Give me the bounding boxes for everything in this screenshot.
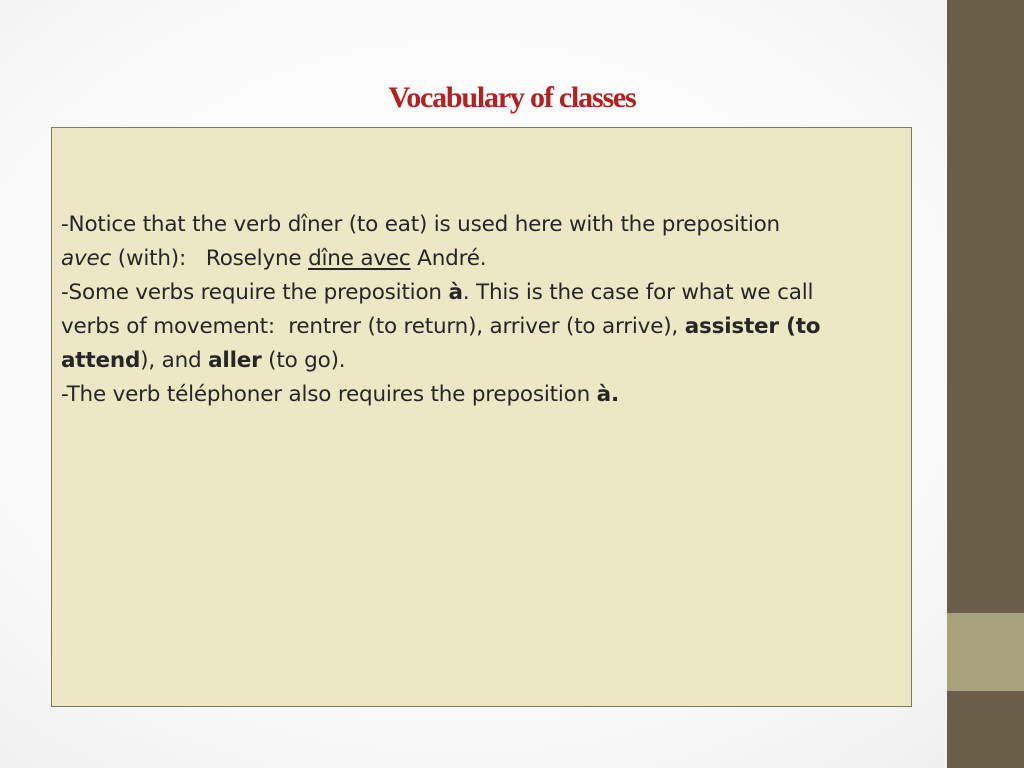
paragraph2-text-3: ), and [140,348,209,373]
paragraph2-text-4: (to go). [261,348,346,373]
preposition-a-bold-final: à. [596,382,619,407]
text-line-3 [61,276,906,310]
assister-bold-part1: assister (to [684,314,821,339]
paragraph2-text-2: verbs of movement: rentrer (to return), arriver (to arrive), [61,314,685,339]
paragraph2-prefix: -Some verbs require the preposition [61,280,449,305]
paragraph1-suffix: André. [410,246,487,271]
aller-bold: aller [208,348,262,373]
text-line-2 [61,242,906,276]
paragraph1-prefix: -Notice that the verb dîner (to eat) is used here with the preposition [61,212,780,237]
paragraph2-text-1: . This is the case for what we call [462,280,814,305]
text-line-5 [61,344,906,378]
decorative-sidebar-accent [947,613,1024,691]
dine-avec-underlined: dîne avec [308,246,411,271]
text-line-6 [61,378,906,412]
slide-title: Vocabulary of classes [388,81,636,114]
content-box [51,127,912,707]
avec-italic: avec [61,246,112,271]
assister-bold-part2: attend [61,348,141,373]
preposition-a-bold: à [448,280,463,305]
text-line-4 [61,310,906,344]
paragraph1-mid: (with): Roselyne [111,246,309,271]
paragraph3-prefix: -The verb téléphoner also requires the preposition [61,382,597,407]
text-line-1 [61,208,906,242]
body-text [61,208,906,412]
